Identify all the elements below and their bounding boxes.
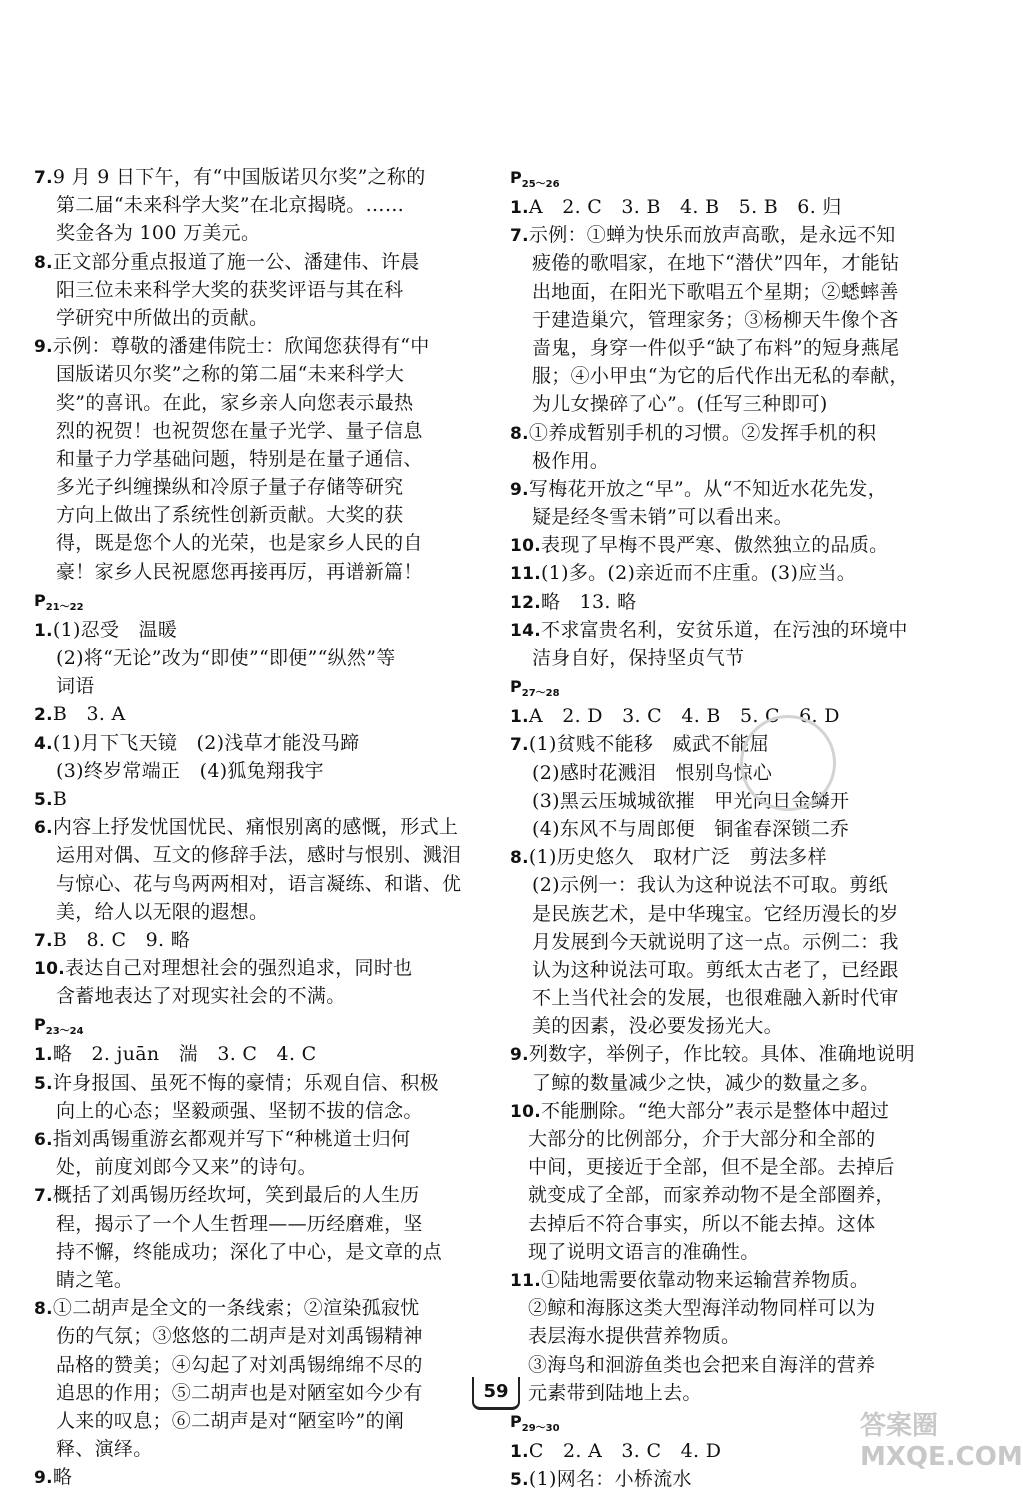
answer-text: 了鲸的数量减少之快，减少的数量之多。	[532, 1071, 880, 1094]
answer-continuation	[34, 1351, 486, 1379]
answer-text: 释、演绎。	[56, 1438, 153, 1461]
answer-text: 指刘禹锡重游玄都观并写下“种桃道士归何	[52, 1128, 411, 1150]
answer-item	[34, 785, 486, 813]
answer-item	[34, 1069, 486, 1097]
item-number: 1.	[510, 707, 529, 728]
section-page-range: 21～22	[45, 602, 84, 613]
answer-text: (1)多。(2)亲近而不庄重。(3)应当。	[541, 562, 857, 585]
answer-continuation	[510, 249, 962, 277]
answer-item	[34, 729, 486, 757]
answer-text: 向上的心态；坚毅顽强、坚韧不拔的信念。	[56, 1099, 423, 1122]
answer-item	[34, 1463, 486, 1491]
answer-continuation	[34, 1153, 486, 1181]
answer-continuation	[510, 1125, 962, 1153]
answer-text: 词语	[56, 675, 95, 698]
answer-text: (4)东风不与周郎便 铜雀春深锁二乔	[532, 817, 850, 840]
answer-item	[34, 700, 486, 728]
answer-continuation	[510, 362, 962, 390]
left-column	[34, 163, 486, 1491]
answer-text: 处，前度刘郎今又来”的诗句。	[56, 1156, 317, 1179]
answer-continuation	[34, 219, 486, 247]
answer-continuation	[510, 1153, 962, 1181]
answer-continuation	[34, 1266, 486, 1294]
answer-text: 人来的叹息；⑥二胡声是对“陋室吟”的阐	[56, 1409, 405, 1432]
answer-text: 大部分的比例部分，介于大部分和全部的	[528, 1128, 876, 1150]
answer-text: 睛之笔。	[56, 1268, 134, 1291]
item-number: 5.	[34, 1073, 53, 1094]
answer-text: C 2. A 3. C 4. D	[528, 1439, 722, 1462]
answer-continuation	[34, 1210, 486, 1238]
answer-item	[510, 475, 962, 503]
answer-text: 不求富贵名利，安贫乐道，在污浊的环境中	[541, 618, 908, 641]
item-number: 9.	[34, 337, 53, 358]
answer-item	[510, 193, 962, 221]
answer-continuation	[510, 1294, 962, 1322]
answer-continuation	[510, 815, 962, 843]
answer-text: 为儿女操碎了心”。(任写三种即可)	[532, 393, 828, 416]
section-letter: P	[510, 677, 522, 697]
answer-text: 洁身自好，保持坚贞气节	[532, 647, 745, 669]
answer-item	[34, 813, 486, 841]
answer-text: B 8. C 9. 略	[52, 928, 191, 951]
answer-continuation	[510, 1379, 962, 1407]
answer-continuation	[34, 1379, 486, 1407]
item-number: 1.	[510, 1441, 529, 1462]
item-number: 7.	[34, 168, 53, 188]
section-letter: P	[510, 168, 522, 187]
answer-text: 表层海水提供营养物质。	[528, 1325, 741, 1348]
answer-text: 许身报国、虽死不悔的豪情；乐观自信、积极	[52, 1071, 439, 1094]
answer-text: 概括了刘禹锡历经坎坷，笑到最后的人生历	[52, 1184, 420, 1207]
answer-text: (1)网名：小桥流水	[528, 1468, 692, 1491]
section-letter: P	[510, 1411, 522, 1431]
item-number: 1.	[34, 620, 53, 641]
item-number: 12.	[510, 592, 542, 613]
answer-continuation	[510, 1012, 962, 1040]
answer-continuation	[34, 417, 486, 445]
answer-text: 表达自己对理想社会的强烈追求，同时也	[65, 957, 413, 980]
answer-continuation	[510, 787, 962, 815]
answer-text: 内容上抒发忧国忧民、痛恨别离的感慨，形式上	[52, 816, 459, 839]
answer-continuation	[34, 1238, 486, 1266]
answer-continuation	[34, 191, 486, 219]
answer-item	[34, 1040, 486, 1068]
item-number: 6.	[34, 1130, 53, 1150]
section-page-range: 25～26	[521, 179, 560, 191]
item-number: 11.	[510, 564, 542, 585]
answer-text: 烈的祝贺！也祝贺您在量子光学、量子信息	[56, 419, 423, 442]
section-letter: P	[34, 1015, 46, 1035]
answer-text: 啬鬼，身穿一件似乎“缺了布料”的短身燕尾	[532, 336, 900, 359]
answer-item	[34, 1294, 486, 1322]
answer-continuation	[34, 501, 486, 529]
item-number: 11.	[510, 1270, 542, 1291]
answer-text: 认为这种说法可取。剪纸太古老了，已经跟	[532, 958, 899, 981]
answer-continuation	[510, 334, 962, 362]
answer-item	[510, 1266, 962, 1294]
answer-continuation	[510, 644, 962, 672]
answer-continuation	[34, 1407, 486, 1435]
answer-continuation	[34, 558, 486, 586]
answer-text: 示例：尊敬的潘建伟院士：欣闻您获得有“中	[52, 335, 430, 358]
right-column	[510, 163, 962, 1493]
answer-continuation	[34, 473, 486, 501]
answer-text: 得，既是您个人的光荣，也是家乡人民的自	[56, 532, 423, 555]
answer-item	[34, 616, 486, 644]
answer-text: 豪！家乡人民祝愿您再接再厉，再谱新篇！	[56, 560, 423, 583]
answer-continuation	[510, 928, 962, 956]
answer-text: 于建造巢穴，管理家务；③杨柳天牛像个吝	[532, 308, 899, 331]
answer-item	[510, 1097, 962, 1125]
answer-text: 国版诺贝尔奖”之称的第二届“未来科学大	[56, 363, 405, 386]
answer-text: 不上当代社会的发展，也很难融入新时代审	[532, 987, 899, 1010]
answer-text: 不能删除。“绝大部分”表示是整体中超过	[541, 1099, 890, 1122]
answer-text: 出地面，在阳光下歌唱五个星期；②蟋蟀善	[532, 280, 899, 303]
item-number: 8.	[34, 1299, 53, 1320]
answer-text: 运用对偶、互文的修辞手法，感时与恨别、溅泪	[56, 844, 462, 867]
answer-text: (2)将“无论”改为“即使”“即便”“纵然”等	[56, 647, 396, 669]
section-header	[34, 586, 486, 616]
answer-text: B	[52, 787, 68, 810]
item-number: 1.	[34, 1045, 53, 1066]
answer-item	[510, 588, 962, 616]
item-number: 5.	[510, 1470, 529, 1491]
answer-continuation	[34, 304, 486, 332]
answer-text: ③海鸟和洄游鱼类也会把来自海洋的营养	[528, 1353, 876, 1376]
answer-item	[510, 730, 962, 758]
answer-text: (2)示例一：我认为这种说法不可取。剪纸	[532, 874, 888, 897]
answer-continuation	[510, 306, 962, 334]
answer-continuation	[510, 900, 962, 928]
section-header	[34, 1010, 486, 1040]
answer-continuation	[34, 644, 486, 672]
answer-text: ②鲸和海豚这类大型海洋动物同样可以为	[528, 1297, 876, 1320]
answer-text: 表现了早梅不畏严寒、傲然独立的品质。	[541, 534, 889, 557]
item-number: 9.	[510, 479, 529, 500]
answer-text: 阳三位未来科学大奖的获奖评语与其在科	[56, 278, 404, 301]
item-number: 8.	[34, 252, 53, 273]
answer-text: 疲倦的歌唱家，在地下“潜伏”四年，才能钻	[532, 252, 900, 275]
answer-text: 品格的赞美；④勾起了对刘禹锡绵绵不尽的	[56, 1353, 423, 1376]
answer-item	[34, 248, 486, 276]
answer-text: 学研究中所做出的贡献。	[56, 306, 269, 329]
answer-text: 第二届“未来科学大奖”在北京揭晓。……	[56, 194, 405, 217]
site-watermark: 答案圈 MXQE.COM	[860, 1411, 1023, 1472]
item-number: 14.	[510, 620, 542, 641]
answer-text: 含蓄地表达了对现实社会的不满。	[56, 985, 346, 1008]
faded-stamp	[740, 715, 836, 811]
answer-item	[34, 1125, 486, 1153]
item-number: 8.	[510, 848, 529, 869]
answer-continuation	[34, 389, 486, 417]
answer-item	[510, 843, 962, 871]
item-number: 7.	[510, 226, 529, 247]
section-page-range: 29～30	[521, 1423, 560, 1435]
answer-text: 去掉后不符合事实，所以不能去掉。这体	[528, 1212, 876, 1235]
answer-text: A 2. C 3. B 4. B 5. B 6. 归	[528, 196, 842, 218]
answer-text: B 3. A	[52, 703, 126, 726]
section-header	[510, 672, 962, 702]
answer-text: 9 月 9 日下午，有“中国版诺贝尔奖”之称的	[52, 166, 426, 188]
answer-text: 略 2. juān 湍 3. C 4. C	[52, 1043, 317, 1066]
answer-item	[34, 163, 486, 191]
answer-text: 列数字，举例子，作比较。具体、准确地说明	[528, 1043, 915, 1066]
answer-continuation	[34, 1097, 486, 1125]
answer-text: 持不懈，终能成功；深化了中心，是文章的点	[56, 1240, 443, 1263]
answer-text: 现了说明文语言的准确性。	[528, 1240, 760, 1263]
answer-continuation	[510, 503, 962, 531]
section-page-range: 27～28	[521, 688, 560, 700]
answer-continuation	[510, 1210, 962, 1238]
answer-text: 正文部分重点报道了施一公、潘建伟、许晨	[52, 250, 420, 273]
answer-item	[34, 332, 486, 360]
answer-continuation	[510, 956, 962, 984]
answer-continuation	[34, 898, 486, 926]
item-number: 10.	[510, 536, 542, 557]
answer-item	[34, 1181, 486, 1209]
item-number: 7.	[34, 1186, 53, 1207]
section-page-range: 23～24	[45, 1026, 84, 1038]
answer-text: 伤的气氛；③悠悠的二胡声是对刘禹锡精神	[56, 1325, 423, 1348]
answer-text: 程，揭示了一个人生哲理——历经磨难，坚	[56, 1212, 423, 1235]
answer-continuation	[34, 982, 486, 1010]
answer-text: 略	[52, 1466, 73, 1489]
answer-item	[510, 702, 962, 730]
answer-text: 月发展到今天就说明了这一点。示例二：我	[532, 930, 899, 953]
answer-item	[510, 221, 962, 249]
answer-text: 美，给人以无限的遐想。	[56, 900, 269, 923]
answer-continuation	[510, 447, 962, 475]
answer-item	[510, 1040, 962, 1068]
answer-continuation	[510, 1322, 962, 1350]
answer-continuation	[34, 841, 486, 869]
answer-text: (2)感时花溅泪 恨别鸟惊心	[532, 761, 773, 784]
answer-text: 是民族艺术，是中华瑰宝。它经历漫长的岁	[532, 902, 899, 925]
answer-text: (3)黑云压城城欲摧 甲光向日金鳞开	[532, 789, 850, 812]
answer-continuation	[34, 276, 486, 304]
answer-text: (1)贫贱不能移 威武不能屈	[528, 733, 770, 756]
answer-item	[510, 419, 962, 447]
answer-continuation	[34, 360, 486, 388]
answer-text: 美的因素，没必要发扬光大。	[532, 1015, 783, 1038]
item-number: 9.	[510, 1045, 529, 1066]
answer-continuation	[510, 1181, 962, 1209]
answer-text: 元素带到陆地上去。	[528, 1381, 702, 1404]
answer-item	[510, 531, 962, 559]
item-number: 4.	[34, 733, 53, 754]
answer-continuation	[510, 984, 962, 1012]
answer-continuation	[34, 529, 486, 557]
answer-text: (3)终岁常端正 (4)狐兔翔我宇	[56, 759, 324, 782]
answer-continuation	[34, 870, 486, 898]
answer-text: (1)忍受 温暖	[52, 618, 178, 641]
answer-text: 追思的作用；⑤二胡声也是对陋室如今少有	[56, 1381, 423, 1404]
answer-continuation	[510, 1238, 962, 1266]
answer-text: 示例：①蝉为快乐而放声高歌，是永远不知	[528, 224, 896, 247]
answer-text: 奖金各为 100 万美元。	[56, 222, 261, 245]
answer-text: ①陆地需要依靠动物来运输营养物质。	[541, 1268, 870, 1291]
item-number: 8.	[510, 423, 529, 444]
item-number: 6.	[34, 818, 53, 839]
section-header	[510, 163, 962, 193]
item-number: 10.	[34, 959, 66, 980]
answer-item	[34, 926, 486, 954]
answer-item	[510, 616, 962, 644]
answer-text: ①二胡声是全文的一条线索；②渲染孤寂忧	[52, 1297, 420, 1320]
item-number: 7.	[34, 930, 53, 951]
answer-continuation	[34, 672, 486, 700]
answer-text: 写梅花开放之“早”。从“不知近水花先发，	[528, 477, 888, 500]
section-letter: P	[34, 590, 46, 610]
item-number: 10.	[510, 1101, 542, 1122]
answer-text: (1)历史悠久 取材广泛 剪法多样	[528, 846, 827, 869]
item-number: 1.	[510, 198, 529, 218]
answer-continuation	[510, 278, 962, 306]
answer-text: 就变成了全部，而家养动物不是全部圈养，	[528, 1184, 895, 1207]
answer-text: 与惊心、花与鸟两两相对，语言凝练、和谐、优	[56, 872, 462, 895]
answer-text: 多光子纠缠操纵和冷原子量子存储等研究	[56, 476, 404, 499]
answer-continuation	[34, 757, 486, 785]
answer-text: 中间，更接近于全部，但不是全部。去掉后	[528, 1156, 895, 1179]
answer-item	[510, 559, 962, 587]
item-number: 7.	[510, 735, 529, 756]
answer-continuation	[34, 1435, 486, 1463]
answer-text: A 2. D 3. C 4. B 5. C 6. D	[528, 705, 840, 728]
answer-text: 略 13. 略	[541, 590, 637, 613]
answer-text: (1)月下飞天镜 (2)浅草才能没马蹄	[52, 731, 360, 754]
answer-continuation	[510, 871, 962, 899]
answer-continuation	[510, 759, 962, 787]
answer-continuation	[510, 390, 962, 418]
answer-text: 服；④小甲虫“为它的后代作出无私的奉献，	[532, 365, 909, 388]
item-number: 5.	[34, 789, 53, 810]
answer-text: 和量子力学基础问题，特别是在量子通信、	[56, 447, 423, 470]
answer-continuation	[510, 1069, 962, 1097]
answer-text: 奖”的喜讯。在此，家乡亲人向您表示最热	[56, 391, 414, 414]
answer-item	[34, 954, 486, 982]
item-number: 2.	[34, 705, 53, 726]
answer-continuation	[34, 1322, 486, 1350]
item-number: 9.	[34, 1468, 53, 1489]
answer-text: ①养成暂别手机的习惯。②发挥手机的积	[528, 421, 877, 444]
answer-text: 方向上做出了系统性创新贡献。大奖的获	[56, 504, 404, 527]
answer-text: 极作用。	[532, 449, 610, 472]
page-number: 59	[472, 1377, 520, 1410]
answer-text: 疑是经冬雪未销”可以看出来。	[532, 506, 793, 529]
answer-continuation	[34, 445, 486, 473]
answer-continuation	[510, 1351, 962, 1379]
